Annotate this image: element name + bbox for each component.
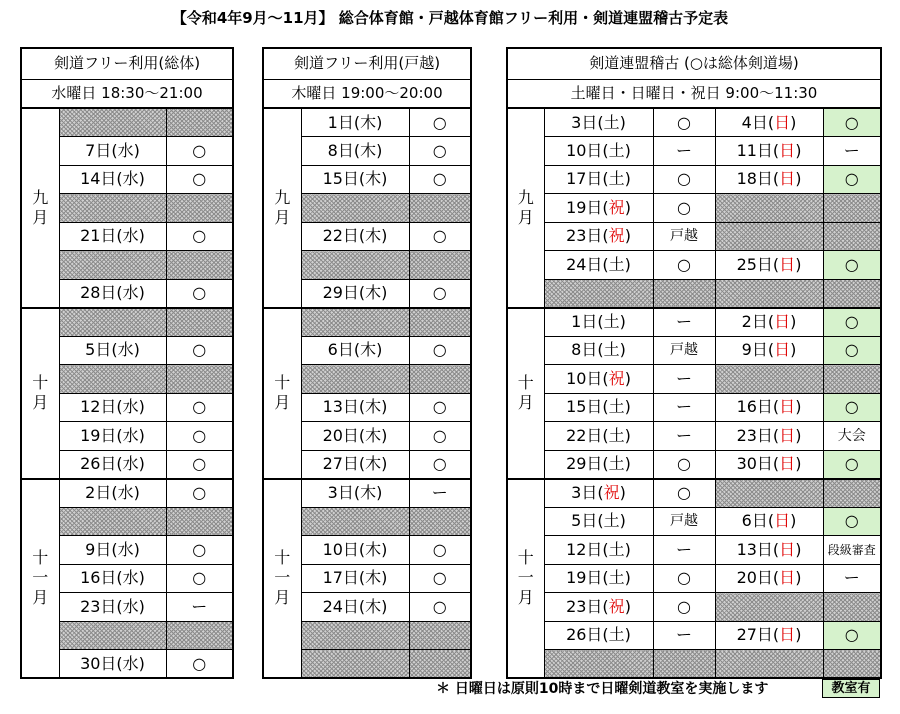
date-cell: 17日(木) — [301, 564, 409, 593]
unavailable-date-cell — [301, 308, 409, 337]
sunday-holiday-mark: 日 — [779, 425, 796, 445]
date-cell: 8日(木) — [301, 137, 409, 166]
unavailable-date-cell — [59, 365, 166, 394]
unavailable-date-cell — [59, 308, 166, 337]
status-cell: 戸越 — [653, 507, 715, 536]
schedule-row — [507, 137, 881, 166]
unavailable-status-cell — [823, 650, 881, 679]
date-cell: 25日(日) — [715, 251, 823, 280]
unavailable-date-cell — [59, 108, 166, 137]
sunday-holiday-mark: 日 — [779, 568, 796, 588]
status-cell: ○ — [166, 564, 233, 593]
status-cell: ー — [166, 593, 233, 622]
table-subtitle-row — [263, 79, 471, 108]
unavailable-status-cell — [166, 194, 233, 223]
schedule-row — [263, 308, 471, 337]
status-cell: ○ — [409, 108, 471, 137]
date-cell: 2日(日) — [715, 308, 823, 337]
sunday-holiday-mark: 日 — [779, 254, 796, 274]
schedule-row — [507, 422, 881, 451]
table-title-row — [21, 48, 233, 79]
month-label: 九月 — [517, 187, 534, 227]
date-cell: 16日(水) — [59, 564, 166, 593]
month-cell — [21, 479, 59, 679]
date-cell: 8日(土) — [544, 336, 653, 365]
unavailable-date-cell — [301, 507, 409, 536]
date-cell: 27日(日) — [715, 621, 823, 650]
unavailable-date-cell — [301, 365, 409, 394]
status-cell: ○ — [823, 621, 881, 650]
status-cell: ○ — [409, 450, 471, 479]
month-label: 九月 — [274, 187, 291, 227]
table-title: 剣道フリー利用(戸越) — [263, 48, 471, 79]
unavailable-status-cell — [823, 279, 881, 308]
date-cell: 26日(土) — [544, 621, 653, 650]
status-cell: 段級審査 — [823, 536, 881, 565]
date-cell: 20日(木) — [301, 422, 409, 451]
schedule-row — [507, 194, 881, 223]
schedule-row — [507, 479, 881, 508]
sunday-holiday-mark: 祝 — [608, 596, 625, 616]
status-cell: ○ — [166, 279, 233, 308]
schedule-row — [507, 279, 881, 308]
status-cell: ○ — [653, 194, 715, 223]
status-cell: ー — [409, 479, 471, 508]
sunday-holiday-mark: 祝 — [608, 368, 625, 388]
schedule-row — [507, 393, 881, 422]
unavailable-status-cell — [823, 593, 881, 622]
status-cell: ○ — [823, 450, 881, 479]
date-cell: 1日(木) — [301, 108, 409, 137]
status-cell: ー — [823, 564, 881, 593]
table-header — [507, 48, 881, 108]
unavailable-date-cell — [544, 279, 653, 308]
schedule-row — [507, 251, 881, 280]
unavailable-status-cell — [823, 479, 881, 508]
unavailable-date-cell — [715, 222, 823, 251]
table-title-row — [507, 48, 881, 79]
status-cell: ー — [653, 422, 715, 451]
date-cell: 3日(木) — [301, 479, 409, 508]
unavailable-status-cell — [409, 650, 471, 679]
status-cell: ○ — [166, 137, 233, 166]
schedule-row — [507, 336, 881, 365]
date-cell: 29日(木) — [301, 279, 409, 308]
date-cell: 10日(木) — [301, 536, 409, 565]
status-cell: ○ — [823, 251, 881, 280]
sunday-holiday-mark: 日 — [779, 397, 796, 417]
unavailable-status-cell — [409, 507, 471, 536]
date-cell: 17日(土) — [544, 165, 653, 194]
status-cell: ○ — [166, 650, 233, 679]
status-cell: ○ — [409, 222, 471, 251]
month-label: 十月 — [274, 373, 291, 412]
unavailable-date-cell — [715, 593, 823, 622]
status-cell: ○ — [823, 108, 881, 137]
month-cell — [21, 308, 59, 479]
date-cell: 28日(水) — [59, 279, 166, 308]
date-cell: 29日(土) — [544, 450, 653, 479]
unavailable-date-cell — [301, 650, 409, 679]
date-cell: 20日(日) — [715, 564, 823, 593]
date-cell: 30日(水) — [59, 650, 166, 679]
table-header — [21, 48, 233, 108]
sunday-holiday-mark: 日 — [774, 112, 791, 132]
table-subtitle: 土曜日・日曜日・祝日 9:00～11:30 — [507, 79, 881, 108]
status-cell: ○ — [409, 165, 471, 194]
status-cell: ○ — [653, 108, 715, 137]
month-label: 十一月 — [274, 548, 291, 608]
schedule-row — [507, 222, 881, 251]
date-cell: 9日(水) — [59, 536, 166, 565]
date-cell: 4日(日) — [715, 108, 823, 137]
date-cell: 24日(土) — [544, 251, 653, 280]
status-cell: ○ — [653, 450, 715, 479]
date-cell: 1日(土) — [544, 308, 653, 337]
month-cell — [21, 108, 59, 308]
schedule-row — [507, 507, 881, 536]
date-cell: 6日(日) — [715, 507, 823, 536]
status-cell: ー — [653, 621, 715, 650]
sunday-holiday-mark: 日 — [779, 169, 796, 189]
date-cell: 21日(水) — [59, 222, 166, 251]
sunday-holiday-mark: 祝 — [603, 483, 620, 502]
unavailable-status-cell — [823, 365, 881, 394]
table-subtitle: 水曜日 18:30～21:00 — [21, 79, 233, 108]
table-body — [263, 108, 471, 678]
free-use-soutai-table — [20, 47, 234, 679]
unavailable-date-cell — [301, 251, 409, 280]
status-cell: ー — [823, 137, 881, 166]
unavailable-status-cell — [653, 650, 715, 679]
status-cell: ー — [653, 365, 715, 394]
unavailable-date-cell — [544, 650, 653, 679]
schedule-row — [21, 108, 233, 137]
date-cell: 5日(土) — [544, 507, 653, 536]
document-title: 【令和4年9月～11月】 総合体育館・戸越体育館フリー利用・剣道連盟稽古予定表 — [171, 9, 729, 27]
schedule-row — [507, 593, 881, 622]
unavailable-status-cell — [409, 365, 471, 394]
unavailable-status-cell — [823, 194, 881, 223]
date-cell: 12日(水) — [59, 393, 166, 422]
sunday-holiday-mark: 日 — [774, 340, 791, 360]
unavailable-date-cell — [59, 507, 166, 536]
schedule-row — [507, 165, 881, 194]
date-cell: 19日(祝) — [544, 194, 653, 223]
status-cell: ○ — [166, 479, 233, 508]
unavailable-status-cell — [653, 279, 715, 308]
unavailable-status-cell — [409, 308, 471, 337]
status-cell: 大会 — [823, 422, 881, 451]
status-cell: ○ — [409, 137, 471, 166]
date-cell: 2日(水) — [59, 479, 166, 508]
date-cell: 15日(土) — [544, 393, 653, 422]
month-label: 十一月 — [32, 548, 49, 608]
unavailable-status-cell — [409, 194, 471, 223]
status-cell: ○ — [166, 336, 233, 365]
month-cell — [507, 108, 544, 308]
status-cell: ○ — [409, 279, 471, 308]
table-body — [507, 108, 881, 678]
date-cell: 27日(木) — [301, 450, 409, 479]
table-header — [263, 48, 471, 108]
date-cell: 18日(日) — [715, 165, 823, 194]
status-cell: ○ — [409, 564, 471, 593]
unavailable-status-cell — [409, 251, 471, 280]
date-cell: 16日(日) — [715, 393, 823, 422]
status-cell: ー — [653, 393, 715, 422]
status-cell: ○ — [409, 336, 471, 365]
free-use-togoshi-table — [262, 47, 472, 679]
legend-classroom-badge: 教室有 — [822, 679, 880, 698]
date-cell: 3日(土) — [544, 108, 653, 137]
date-cell: 9日(日) — [715, 336, 823, 365]
date-cell: 7日(水) — [59, 137, 166, 166]
table-title-row — [263, 48, 471, 79]
table-subtitle-row — [21, 79, 233, 108]
unavailable-status-cell — [166, 308, 233, 337]
federation-practice-table — [506, 47, 882, 679]
date-cell: 23日(祝) — [544, 222, 653, 251]
schedule-row — [507, 621, 881, 650]
unavailable-status-cell — [166, 108, 233, 137]
status-cell: 戸越 — [653, 336, 715, 365]
status-cell: ○ — [166, 450, 233, 479]
schedule-row — [507, 365, 881, 394]
status-cell: ○ — [409, 536, 471, 565]
sunday-holiday-mark: 祝 — [608, 197, 625, 217]
date-cell: 6日(木) — [301, 336, 409, 365]
sunday-holiday-mark: 祝 — [608, 226, 625, 246]
table-body — [21, 108, 233, 678]
status-cell: ○ — [166, 165, 233, 194]
status-cell: ○ — [823, 507, 881, 536]
unavailable-status-cell — [823, 222, 881, 251]
table-subtitle-row — [507, 79, 881, 108]
table-title: 剣道フリー利用(総体) — [21, 48, 233, 79]
unavailable-status-cell — [409, 621, 471, 650]
unavailable-date-cell — [715, 194, 823, 223]
schedule-row — [507, 108, 881, 137]
schedule-row — [21, 308, 233, 337]
date-cell: 10日(祝) — [544, 365, 653, 394]
unavailable-date-cell — [715, 479, 823, 508]
month-cell — [263, 479, 301, 679]
sunday-holiday-mark: 日 — [774, 511, 791, 531]
date-cell: 11日(日) — [715, 137, 823, 166]
status-cell: ー — [653, 308, 715, 337]
schedule-row — [263, 108, 471, 137]
date-cell: 19日(土) — [544, 564, 653, 593]
sunday-holiday-mark: 日 — [779, 140, 796, 160]
status-cell: ○ — [653, 251, 715, 280]
footnote: ＊ 日曜日は原則10時まで日曜剣道教室を実施します — [436, 681, 769, 697]
status-cell: ○ — [653, 564, 715, 593]
month-label: 十月 — [32, 373, 49, 412]
date-cell: 19日(水) — [59, 422, 166, 451]
date-cell: 23日(水) — [59, 593, 166, 622]
status-cell: ー — [653, 536, 715, 565]
date-cell: 13日(日) — [715, 536, 823, 565]
sunday-holiday-mark: 日 — [774, 312, 791, 331]
date-cell: 5日(水) — [59, 336, 166, 365]
date-cell: 3日(祝) — [544, 479, 653, 508]
month-cell — [507, 308, 544, 479]
month-label: 九月 — [32, 187, 49, 227]
date-cell: 26日(水) — [59, 450, 166, 479]
month-cell — [263, 308, 301, 479]
date-cell: 30日(日) — [715, 450, 823, 479]
unavailable-date-cell — [301, 194, 409, 223]
table-title: 剣道連盟稽古 (○は総体剣道場) — [507, 48, 881, 79]
month-cell — [263, 108, 301, 308]
sunday-holiday-mark: 日 — [779, 454, 796, 473]
unavailable-date-cell — [715, 365, 823, 394]
date-cell: 12日(土) — [544, 536, 653, 565]
unavailable-status-cell — [166, 621, 233, 650]
table-subtitle: 木曜日 19:00～20:00 — [263, 79, 471, 108]
date-cell: 22日(土) — [544, 422, 653, 451]
unavailable-date-cell — [301, 621, 409, 650]
month-label: 十月 — [517, 373, 534, 412]
status-cell: ○ — [823, 165, 881, 194]
schedule-row — [507, 536, 881, 565]
status-cell: ○ — [166, 393, 233, 422]
sunday-holiday-mark: 日 — [779, 539, 796, 559]
schedule-row — [507, 450, 881, 479]
schedule-row — [263, 479, 471, 508]
unavailable-status-cell — [166, 251, 233, 280]
schedule-row — [507, 564, 881, 593]
date-cell: 14日(水) — [59, 165, 166, 194]
status-cell: ○ — [653, 165, 715, 194]
date-cell: 23日(祝) — [544, 593, 653, 622]
unavailable-date-cell — [715, 650, 823, 679]
unavailable-date-cell — [59, 251, 166, 280]
status-cell: ○ — [823, 336, 881, 365]
status-cell: ○ — [409, 393, 471, 422]
date-cell: 22日(木) — [301, 222, 409, 251]
status-cell: 戸越 — [653, 222, 715, 251]
unavailable-status-cell — [166, 365, 233, 394]
sunday-holiday-mark: 日 — [779, 625, 796, 645]
status-cell: ○ — [166, 536, 233, 565]
date-cell: 13日(木) — [301, 393, 409, 422]
status-cell: ○ — [409, 422, 471, 451]
unavailable-date-cell — [59, 194, 166, 223]
schedule-row — [507, 650, 881, 679]
unavailable-date-cell — [715, 279, 823, 308]
status-cell: ○ — [653, 479, 715, 508]
unavailable-date-cell — [59, 621, 166, 650]
status-cell: ー — [653, 137, 715, 166]
status-cell: ○ — [166, 422, 233, 451]
date-cell: 15日(木) — [301, 165, 409, 194]
status-cell: ○ — [166, 222, 233, 251]
month-cell — [507, 479, 544, 679]
schedule-row — [21, 479, 233, 508]
status-cell: ○ — [653, 593, 715, 622]
date-cell: 23日(日) — [715, 422, 823, 451]
status-cell: ○ — [823, 308, 881, 337]
date-cell: 24日(木) — [301, 593, 409, 622]
schedule-row — [507, 308, 881, 337]
status-cell: ○ — [409, 593, 471, 622]
status-cell: ○ — [823, 393, 881, 422]
unavailable-status-cell — [166, 507, 233, 536]
month-label: 十一月 — [517, 548, 534, 608]
date-cell: 10日(土) — [544, 137, 653, 166]
